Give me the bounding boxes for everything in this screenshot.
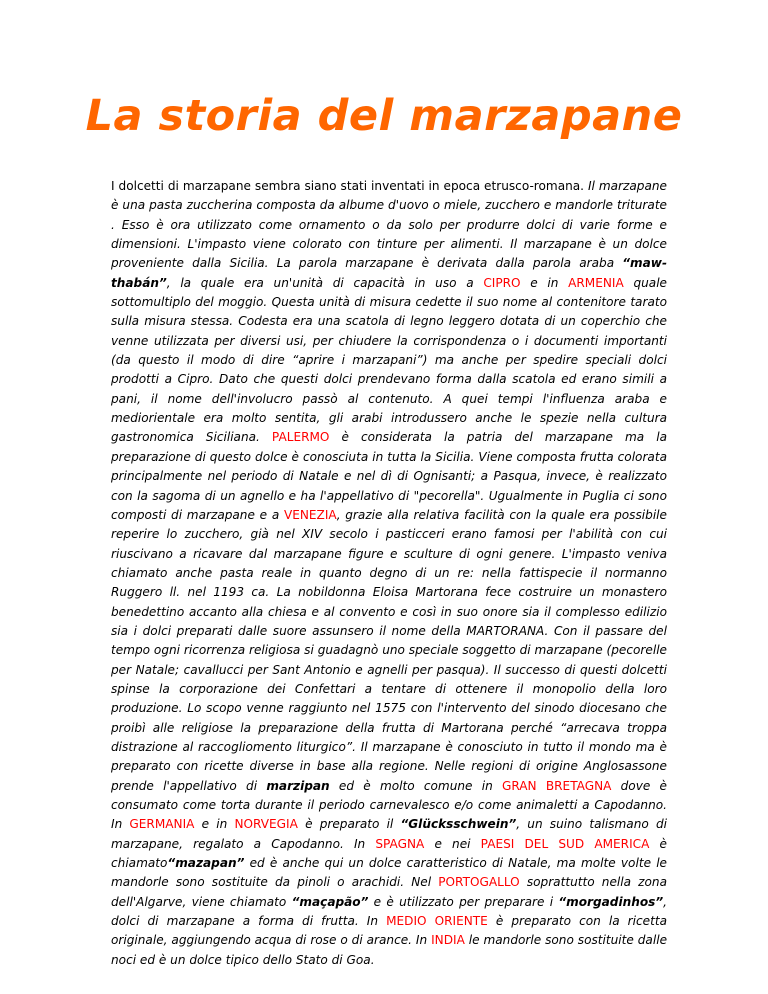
text-run: e nei (424, 836, 481, 851)
place-name-spagna: SPAGNA (375, 836, 425, 851)
text-run: ed è molto comune in (329, 778, 502, 793)
bold-term: “maw-thabán” (111, 256, 667, 290)
place-name-norvegia: NORVEGIA (234, 817, 298, 832)
text-run: è chiamato (111, 836, 667, 871)
text-run: e in (194, 817, 235, 832)
text-run: , grazie alla relativa facilità con la quale era possibile reperire lo zucchero, già nel XIV secolo i pasticceri erano famosi per l'abilità con cui riuscivano a ricavare dal marzapane figure e sculture di ogni genere. L'impasto veniva chiamato anche pasta reale in quanto degno di un re: nella fattispecie il normanno Ruggero ll. nel 1193 ca. La nobildonna Eloisa Martorana fece costruire un monastero benedettino accanto alla chiesa e al convento e così in suo onore sia il complesso edilizio sia i dolci preparati dalle suore assunsero il nome della MARTORANA. Con il passare del tempo ogni ricorrenza religiosa si guadagnò uno speciale soggetto di marzapane (pecorelle per Natale; cavallucci per Sant Antonio e agnelli per pasqua). Il successo di questi dolcetti spinse la corporazione dei Confettari a tentare di ottenere il monopolio della loro produzione. Lo scopo venne raggiunto nel 1575 con l'intervento del sinodo diocesano che proibì alle religiose la preparazione della frutta di Martorana perché “arrecava troppa distrazione al raccogliomento liturgico”. Il marzapane è conosciuto in tutto il mondo ma è preparato con ricette diverse in base alla regione. Nelle regioni di origine Anglosassone prende l'appellativo di (111, 507, 667, 793)
place-name-india: INDIA (431, 933, 465, 948)
text-run: Il marzapane è una pasta zuccherina composta da albume d'uovo o miele, zucchero e mandorle triturate . Esso è ora utilizzato come ornamento o da solo per produrre dolci di varie forme e dimensioni. L'impasto viene colorato con tinture per alimenti. Il marzapane è un dolce proveniente dalla Sicilia. La parola marzapane è derivata dalla parola araba (111, 179, 667, 271)
text-run: soprattutto nella zona dell'Algarve, viene chiamato (111, 875, 667, 909)
text-run: quale sottomultiplo del moggio. Questa unità di misura cedette il suo nome al contenitore tarato sulla misura stessa. Codesta era una scatola di legno leggero dotata di un coperchio che venne utilizzata per diversi usi, per chiudere la corrispondenza o i documenti importanti (da questo il modo di dire “aprire i marzapani”) ma anche per spedire speciali dolci prodotti a Cipro. Dato che questi dolci prendevano forma dalla scatola ed erano simili a pani, il nome dell'involucro passò al contenuto. A quei tempi l'influenza araba e mediorientale era molto sentita, gli arabi introdussero anche le spezie nella cultura gastronomica Siciliana. (111, 275, 667, 445)
text-run: è preparato con la ricetta originale, aggiungendo acqua di rose o di arance. In (111, 914, 667, 948)
text-run: e è utilizzato per preparare i (368, 894, 559, 909)
text-run: è preparato il (297, 817, 401, 832)
place-name-portogallo: PORTOGALLO (438, 875, 520, 890)
text-run: I dolcetti di marzapane sembra siano stati inventati in epoca etrusco-romana. (111, 179, 585, 193)
bold-term: “Glücksschwein” (400, 817, 517, 832)
text-run: , dolci di marzapane a forma di frutta. In (111, 894, 667, 929)
place-name-gran-bretagna: GRAN BRETAGNA (502, 778, 612, 793)
place-name-palermo: PALERMO (271, 430, 330, 445)
text-run: e in (520, 275, 569, 290)
text-run: , un suino talismano di marzapane, regalato a Capodanno. In (111, 817, 667, 851)
place-name-cipro: CIPRO (483, 275, 521, 290)
place-name-germania: GERMANIA (129, 817, 195, 832)
place-name-medio-oriente: MEDIO ORIENTE (386, 914, 488, 929)
bold-term: “maçapão” (291, 894, 369, 909)
text-run: dove è consumato come torta durante il periodo carnevalesco e/o come animaletti a Capodanno. In (111, 778, 667, 832)
text-run: , la quale era un'unità di capacità in uso a (166, 275, 484, 290)
text-run: è considerata la patria del marzapane ma la preparazione di questo dolce è conosciuta in tutta la Sicilia. Viene composta frutta colorata principalmente nel periodo di Natale e nel dì di Ognisanti; a Pasqua, invece, è realizzato con la sagoma di un agnello e ha l'appellativo di "pecorella". Ugualmente in Puglia ci sono composti di marzapane e a (111, 430, 667, 522)
bold-term: “mazapan” (167, 856, 245, 871)
text-run: le mandorle sono sostituite dalle noci ed è un dolce tipico dello Stato di Goa. (111, 933, 668, 967)
bold-term: “morgadinhos” (558, 894, 664, 909)
place-name-venezia: VENEZIA (283, 507, 337, 522)
text-run: ed è anche qui un dolce caratteristico di Natale, ma molte volte le mandorle sono sostituite da pinoli o arachidi. Nel (111, 856, 667, 890)
bold-term: marzipan (266, 778, 330, 793)
body-paragraph (111, 177, 667, 970)
place-name-paesi-sud-america: PAESI DEL SUD AMERICA (480, 836, 650, 851)
place-name-armenia: ARMENIA (568, 275, 624, 290)
page-title: La storia del marzapane (85, 91, 683, 141)
